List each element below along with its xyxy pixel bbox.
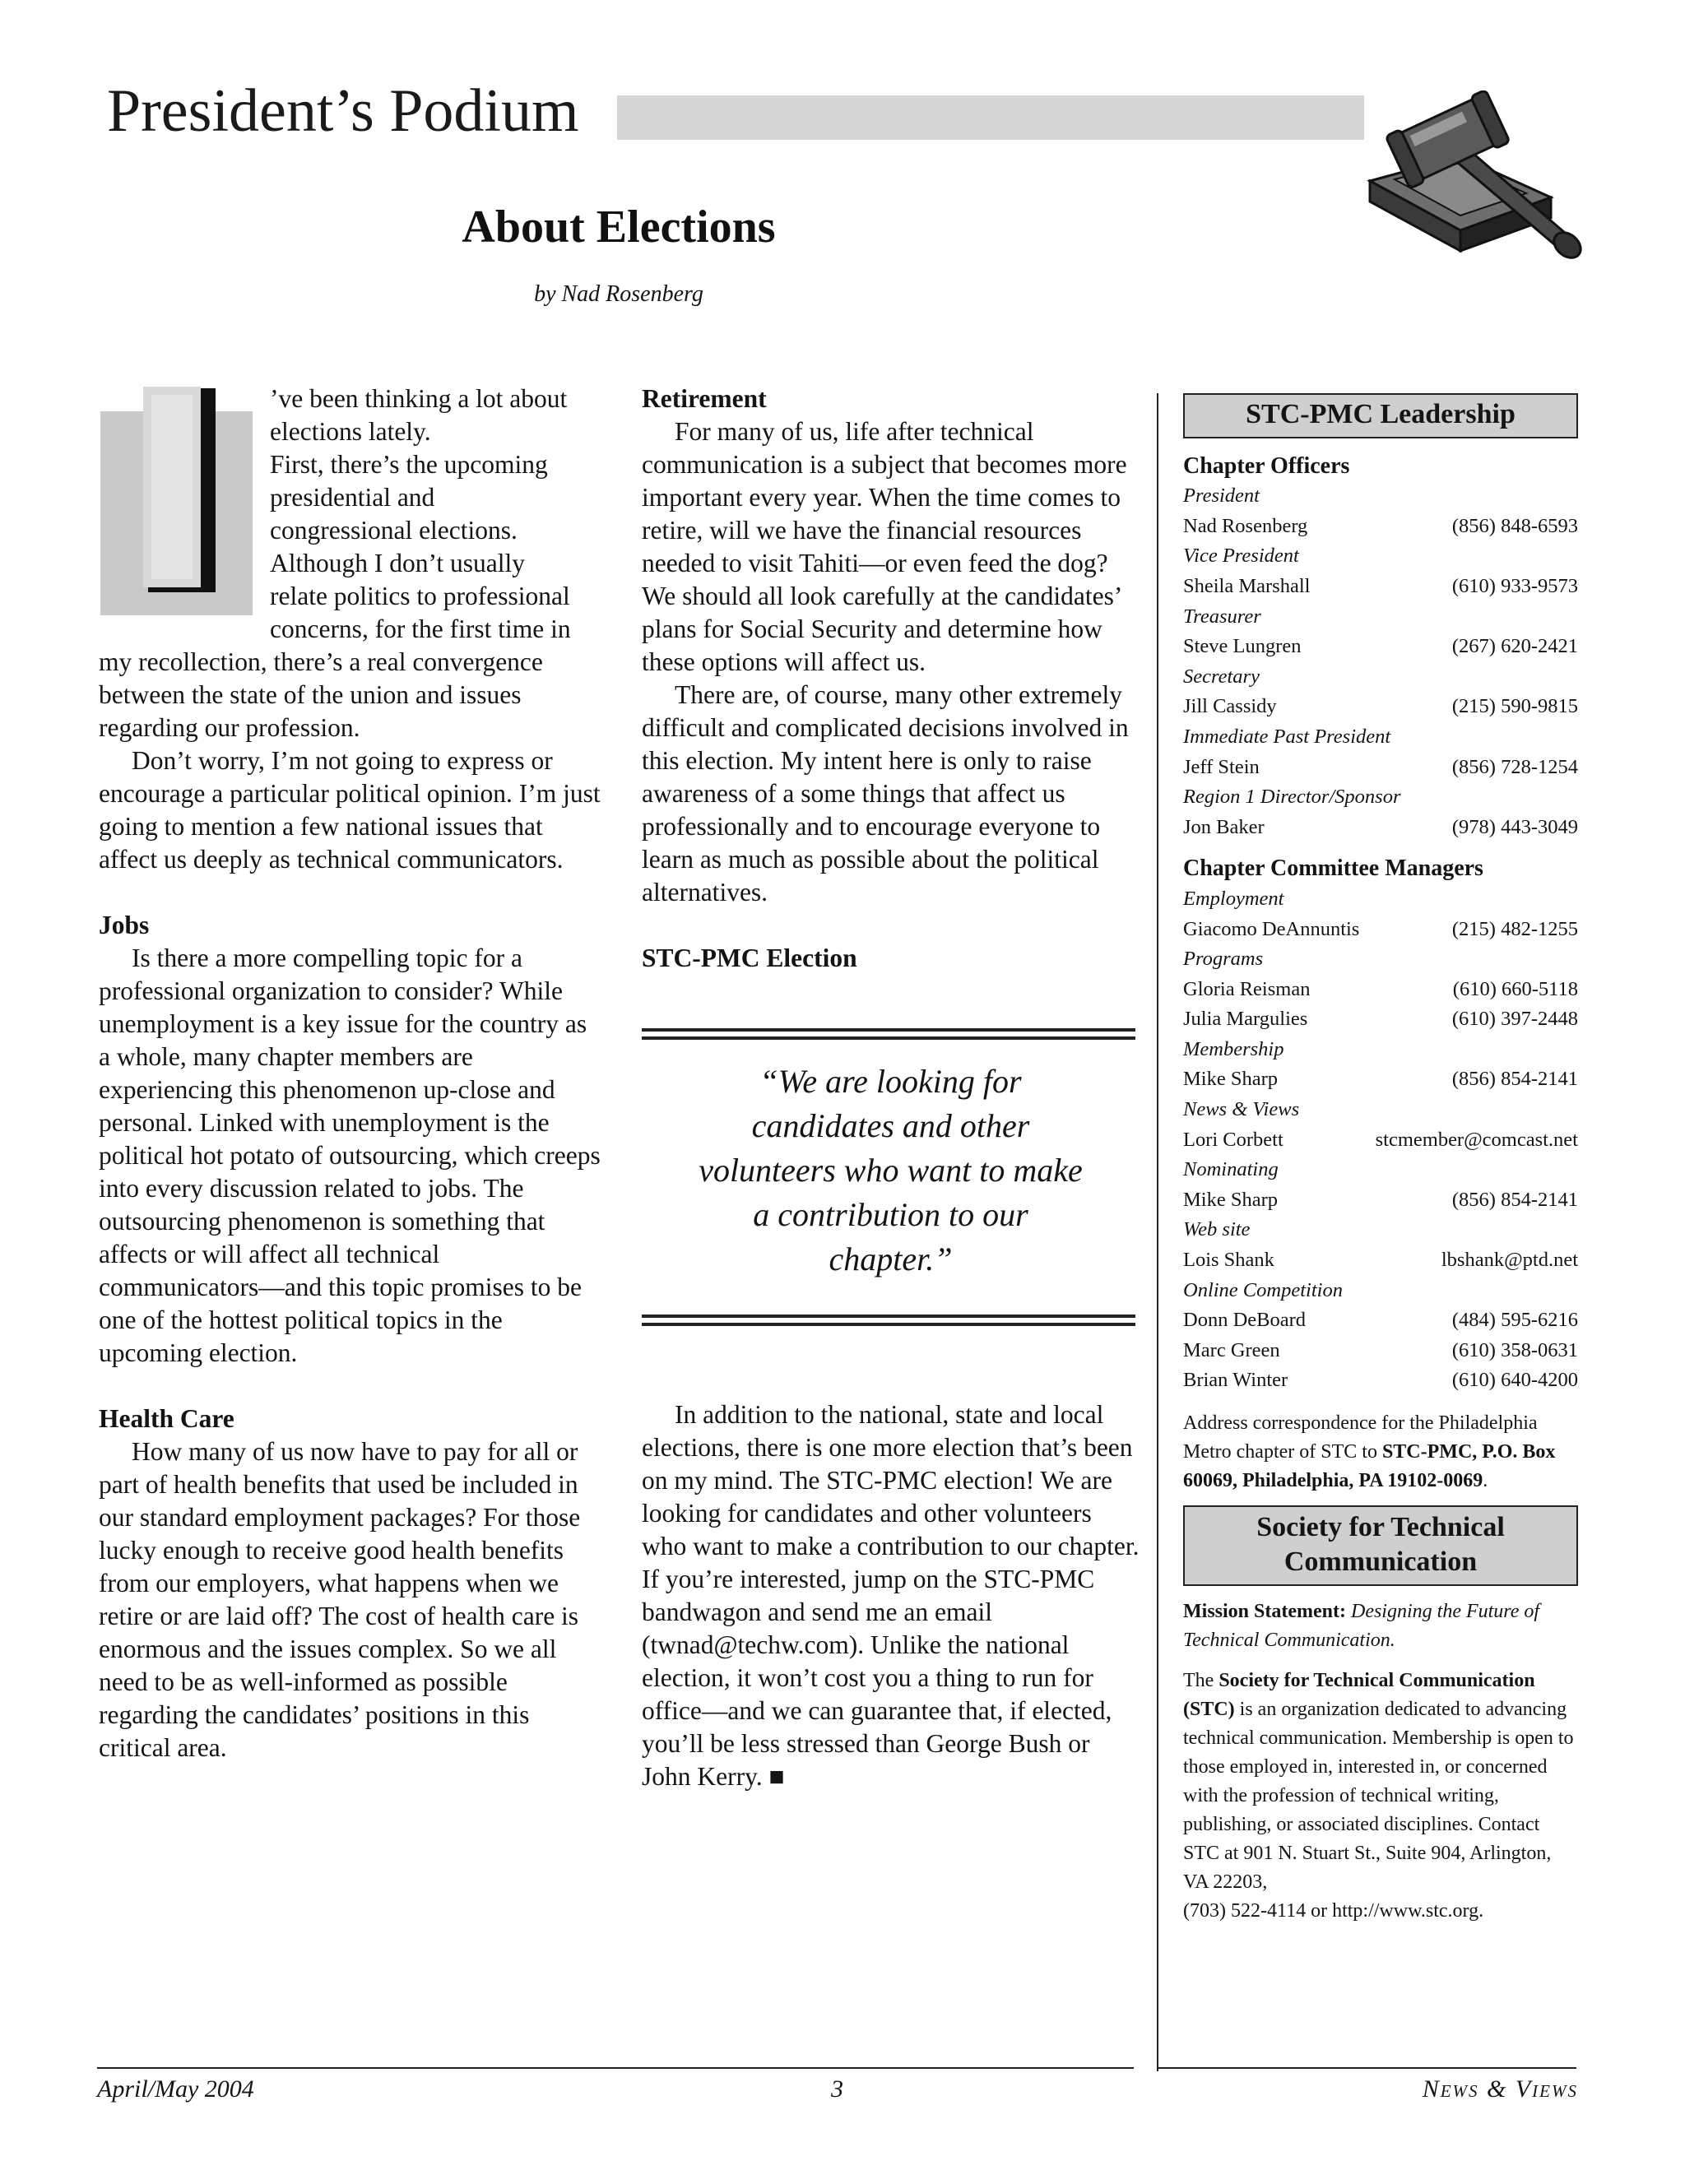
officer-contact: (267) 620-2421 [1451,635,1578,658]
committee-role: Programs [1183,948,1264,971]
paragraph-election [642,1398,1140,1793]
article-byline: by Nad Rosenberg [534,281,703,307]
intro-line: congressional elections. [270,516,518,545]
officer-name: Jill Cassidy [1183,695,1277,718]
committee-role: Nominating [1183,1158,1279,1181]
officer-role: Vice President [1183,545,1299,568]
intro-paragraph-continued: my recollection, there’s a real convergence between the state of the union and issues regarding our profession. [99,647,543,742]
paragraph-retirement: For many of us, life after technical communication is a subject that becomes more important every year. When the time comes to retire, will we have the financial resources needed to visit Tahiti—or even feed the dog? We should all look carefully at the candidates’ plans for Social Security and determine how these options will affect us. [642,417,1127,676]
officer-contact: (215) 590-9815 [1451,695,1578,718]
gavel-icon [1362,90,1600,263]
intro-line: Although I don’t usually [270,549,526,577]
paragraph-decisions: There are, of course, many other extremely difficult and complicated decisions involved in this election. My intent here is only to raise awareness of a some things that affect us professionally and to encourage everyone to learn as much as possible about the political alternatives. [642,680,1129,907]
officer-entry [1183,481,1578,541]
officer-name: Steve Lungren [1183,635,1302,658]
left-column [99,646,602,1764]
officer-entry [1183,722,1578,782]
address-end: . [1483,1470,1488,1491]
address-text: Address correspondence for the Philadelphia Metro chapter of STC to [1183,1412,1538,1463]
officer-role: President [1183,485,1260,508]
committee-member-name: Mike Sharp [1183,1068,1278,1091]
officers-list [1183,481,1578,842]
intro-line: ’ve been thinking a lot about [270,384,568,413]
stc-title-line: Communication [1283,1546,1478,1577]
stc-title-line: Society for Technical [1256,1512,1505,1542]
officer-role: Secretary [1183,665,1260,688]
committee-member-contact: (856) 854-2141 [1451,1188,1578,1211]
officer-entry [1183,662,1578,722]
officer-role: Treasurer [1183,605,1261,628]
committee-member-contact: stcmember@comcast.net [1375,1128,1578,1151]
committee-entry [1183,1035,1578,1095]
officer-contact: (610) 933-9573 [1451,574,1578,597]
committee-list [1183,884,1578,1396]
stc-text: is an organization dedicated to advancing technical communication. Membership is open to those employed in, interested in, or concerned with the profession of technical writing, publishing, or associated disciplines. Contact STC at 901 N. Stuart St., Suite 904, Arlington, VA 22203, [1183,1699,1574,1893]
pull-quote-rule-top [642,1028,1135,1032]
officer-entry [1183,541,1578,601]
mission-label: Mission Statement: [1183,1601,1346,1622]
officer-entry [1183,782,1578,842]
committee-member-contact: lbshank@ptd.net [1441,1249,1578,1272]
officer-name: Nad Rosenberg [1183,514,1308,537]
masthead-title: President’s Podium [107,77,579,145]
footer-page-number: 3 [831,2075,843,2103]
intro-lines [270,383,603,646]
committee-entry [1183,944,1578,1035]
committee-member-name: Gloria Reisman [1183,977,1311,1000]
intro-line: concerns, for the first time in [270,614,571,643]
committee-role: Online Competition [1183,1278,1343,1301]
committee-member-name: Brian Winter [1183,1369,1288,1392]
masthead-bar [617,95,1364,140]
committee-member-contact: (856) 854-2141 [1451,1068,1578,1091]
sidebar-divider [1157,393,1158,2071]
officer-name: Jeff Stein [1183,755,1260,778]
footer-rule-right [1157,2067,1576,2069]
article-title: About Elections [462,202,776,253]
end-mark: ■ [768,1762,785,1791]
middle-column [642,383,1140,975]
paragraph-jobs: Is there a more compelling topic for a professional organization to consider? While unemployment is a key issue for the country as a whole, many chapter members are experiencing this phenomenon up-close and personal. Linked with unemployment is the political hot potato of outsourcing, which creeps into every discussion related to jobs. The outsourcing phenomenon is something that affects or will affect all technical communicators—and this topic promises to be one of the hottest political topics in the upcoming election. [99,944,601,1367]
committee-entry [1183,884,1578,944]
committee-entry [1183,1276,1578,1396]
pull-quote-rule-bottom-2 [642,1323,1135,1326]
officer-role: Region 1 Director/Sponsor [1183,786,1401,809]
committee-member-name: Giacomo DeAnnuntis [1183,917,1360,940]
officer-contact: (978) 443-3049 [1451,815,1578,838]
officer-role: Immediate Past President [1183,725,1391,748]
footer-rule-left [97,2067,1134,2069]
committee-role: Web site [1183,1218,1251,1241]
address-correspondence [1183,1409,1578,1495]
committee-heading: Chapter Committee Managers [1183,856,1483,882]
pull-quote-rule-top-2 [642,1036,1135,1040]
pull-quote-rule-bottom [642,1315,1135,1318]
committee-member-name: Marc Green [1183,1338,1280,1361]
section-heading-jobs: Jobs [99,911,150,939]
stc-bold: Society for Technical Communication (STC) [1183,1670,1535,1720]
paragraph-health-care: How many of us now have to pay for all or part of health benefits that used be included in our standard employment packages? For those lucky enough to receive good health benefits from our employers, what happens when we retire or are laid off? The cost of health care is enormous and the issues complex. So we all need to be as well-informed as possible regarding the candidates’ positions in this critical area. [99,1437,581,1762]
committee-member-name: Donn DeBoard [1183,1309,1307,1332]
mission-text: Designing the Future of Technical Communication. [1183,1601,1540,1651]
leadership-title: STC-PMC Leadership [1183,393,1578,438]
officers-heading: Chapter Officers [1183,452,1350,479]
committee-role: Employment [1183,887,1284,910]
intro-line: elections lately. [270,417,431,446]
committee-member-contact: (215) 482-1255 [1451,917,1578,940]
stc-the: The [1183,1670,1214,1691]
committee-entry [1183,1215,1578,1275]
paragraph-opinion: Don’t worry, I’m not going to express or encourage a particular political opinion. I’m just going to mention a few national issues that affect us deeply as technical communicators. [99,746,601,874]
footer-publication: News & Views [1422,2075,1578,2103]
officer-name: Sheila Marshall [1183,574,1311,597]
stc-title-box [1183,1505,1578,1586]
pull-quote: “We are looking for candidates and other volunteers who want to make a contribution to our chapter.” [699,1063,1083,1277]
sidebar-leadership [1183,393,1578,1926]
intro-line: relate politics to professional [270,582,570,610]
officer-contact: (856) 848-6593 [1451,514,1578,537]
footer-date: April/May 2004 [97,2075,254,2103]
officer-entry [1183,602,1578,662]
section-heading-health-care: Health Care [99,1404,234,1433]
committee-member-contact: (610) 660-5118 [1452,977,1578,1000]
committee-member-name: Lori Corbett [1183,1128,1283,1151]
committee-member-contact: (610) 640-4200 [1451,1369,1578,1392]
committee-member-contact: (484) 595-6216 [1451,1309,1578,1332]
committee-member-contact: (610) 397-2448 [1451,1008,1578,1031]
committee-entry [1183,1095,1578,1155]
officer-contact: (856) 728-1254 [1451,755,1578,778]
section-heading-retirement: Retirement [642,384,767,413]
drop-cap [100,387,253,615]
committee-role: Membership [1183,1037,1284,1060]
election-text: In addition to the national, state and local elections, there is one more election that’s been on my mind. The STC-PMC election! We are looking for candidates and other volunteers who want to make a contribution to our chapter. If you’re interested, jump on the STC-PMC bandwagon and send me an email (twnad@techw.com). Unlike the national election, it won’t cost you a thing to run for office—and we can guarantee that, if elected, you’ll be less stressed than George Bush or John Kerry. [642,1400,1140,1791]
mission-statement [1183,1597,1578,1655]
officer-name: Jon Baker [1183,815,1265,838]
intro-line: First, there’s the upcoming [270,450,548,479]
middle-column-lower [642,1398,1140,1793]
committee-entry [1183,1155,1578,1215]
address-bold: STC-PMC, P.O. Box 60069, Philadelphia, PA 19102-0069 [1183,1441,1556,1491]
committee-member-contact: (610) 358-0631 [1451,1338,1578,1361]
committee-member-name: Mike Sharp [1183,1188,1278,1211]
committee-member-name: Lois Shank [1183,1249,1274,1272]
intro-line: presidential and [270,483,435,512]
committee-role: News & Views [1183,1098,1300,1121]
section-heading-election: STC-PMC Election [642,944,857,972]
committee-member-name: Julia Margulies [1183,1008,1308,1031]
stc-description [1183,1667,1578,1926]
stc-contact: (703) 522-4114 or http://www.stc.org. [1183,1900,1484,1922]
